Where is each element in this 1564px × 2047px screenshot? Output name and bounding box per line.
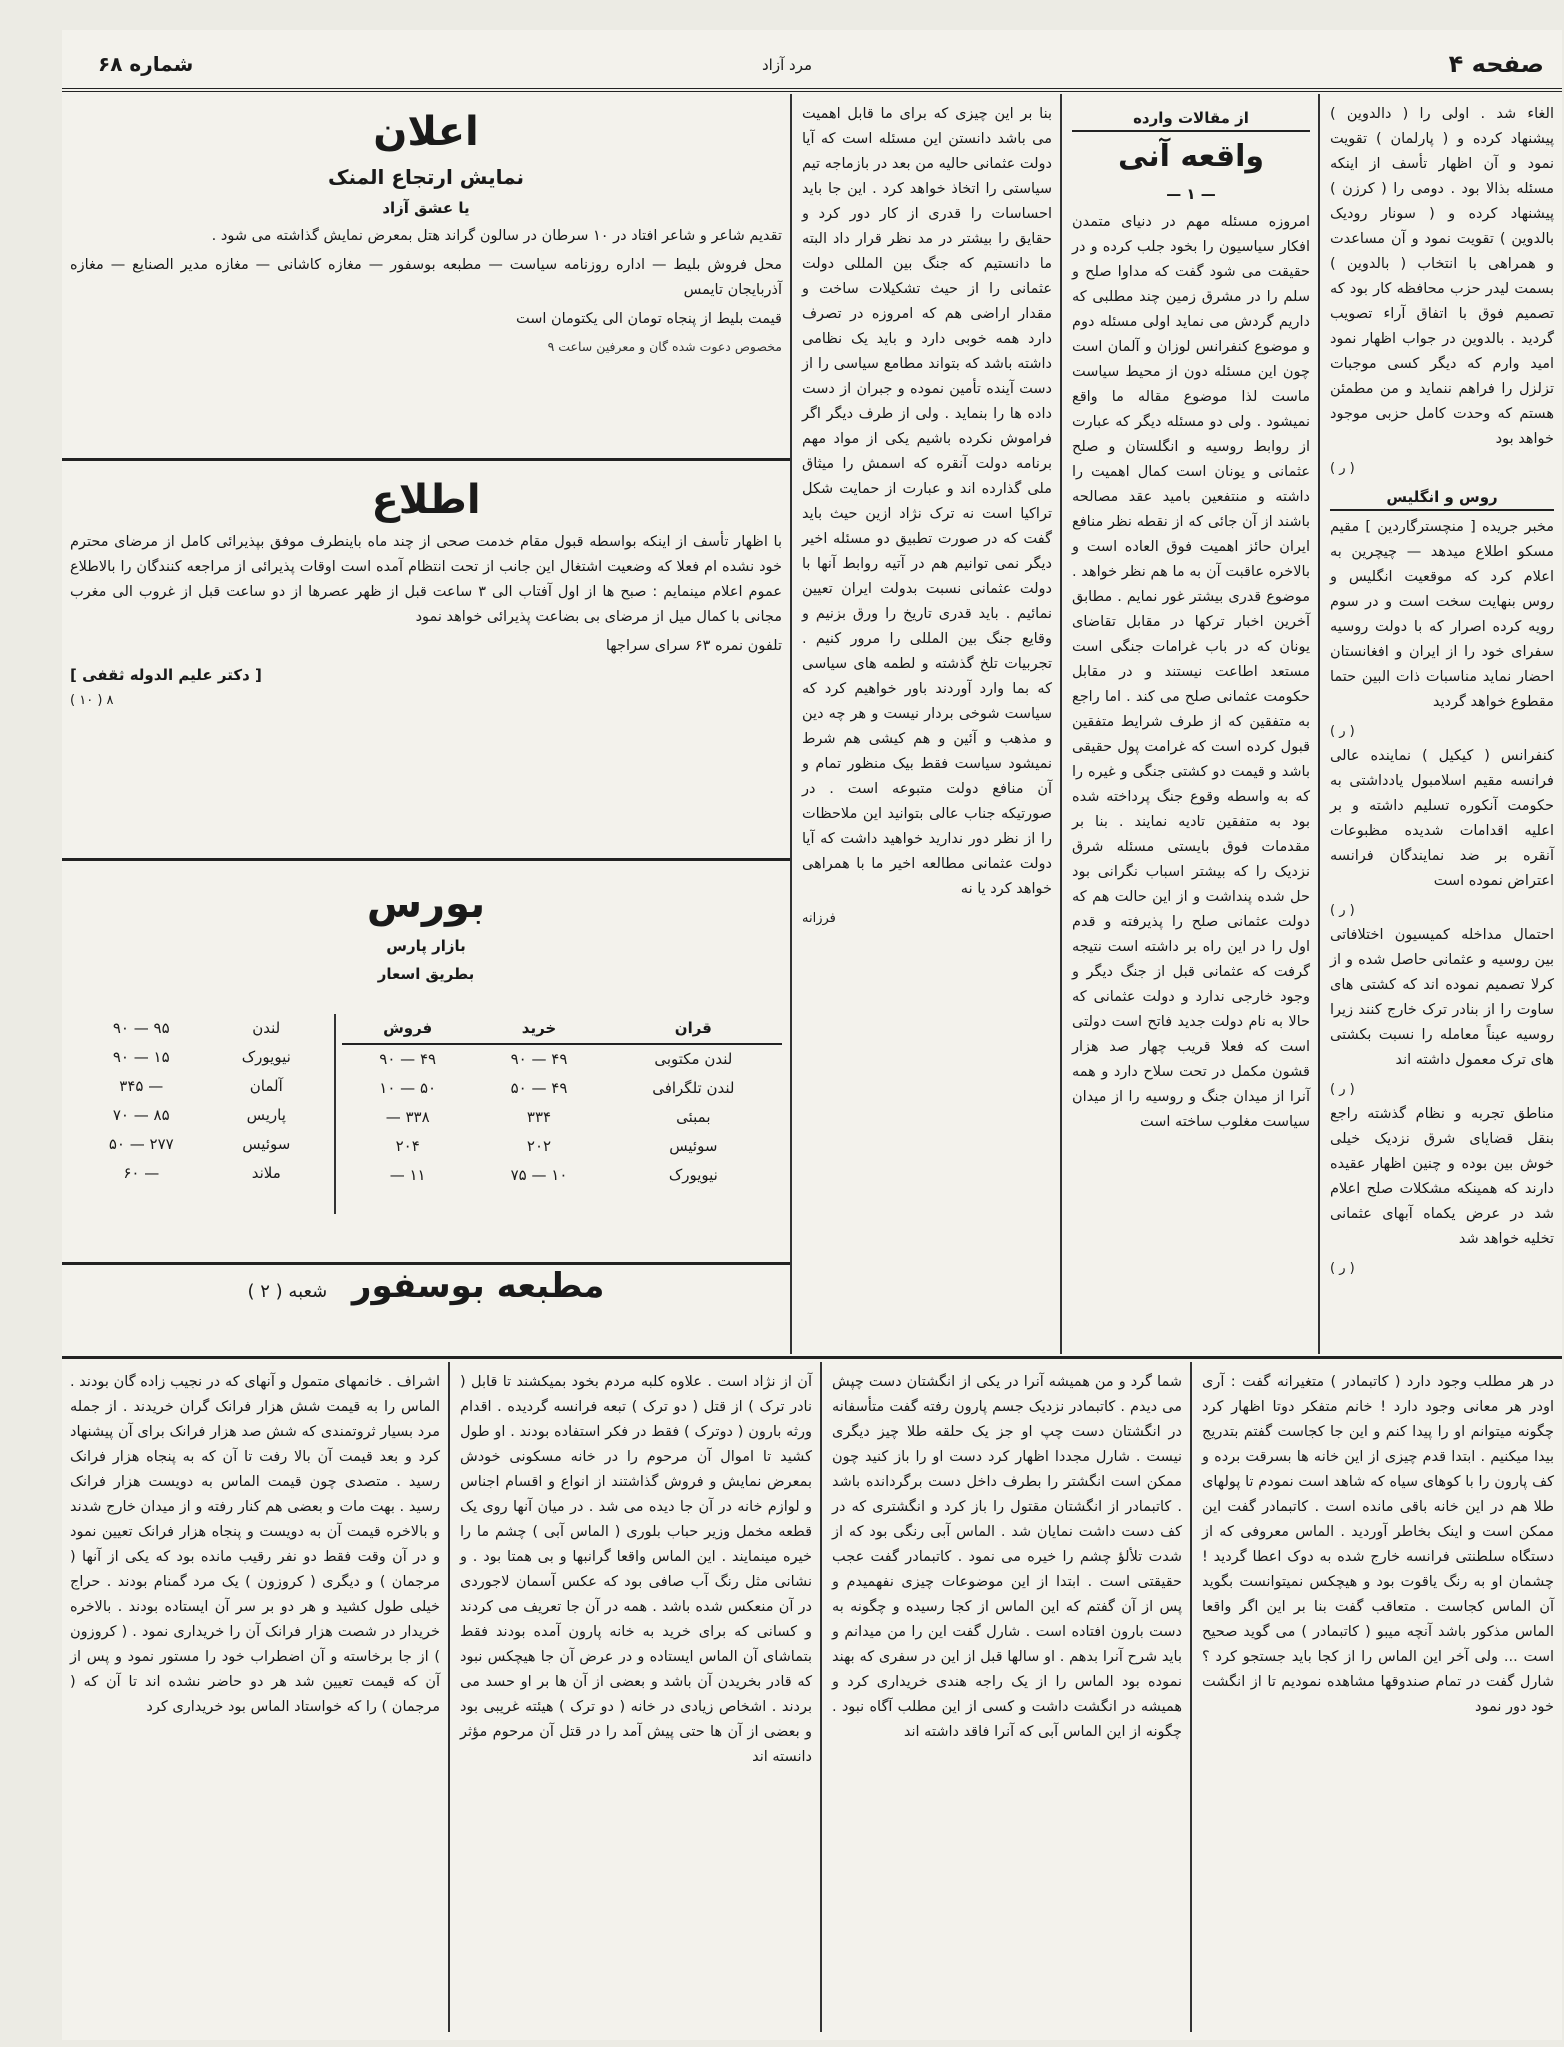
notice-doctor — [62, 464, 790, 854]
bourse-subheading: بازار پارس — [386, 937, 466, 955]
article-signature: فرزانه — [802, 911, 836, 926]
issue-number: شماره ۶۸ — [98, 52, 194, 76]
bourse-buy: ۴۹ — ۹۰ — [510, 1050, 568, 1068]
bourse-table — [342, 1014, 782, 1190]
bourse-heading: بورس — [366, 881, 486, 927]
article-signature: ( ر ) — [1330, 724, 1355, 739]
bourse-city: آلمان — [249, 1077, 283, 1095]
article-signature: ( ر ) — [1330, 461, 1355, 476]
press-branch: شعبه ( ۲ ) — [247, 1281, 328, 1302]
column-rule — [1190, 1362, 1192, 2032]
table-row — [342, 1044, 782, 1074]
notice-heading: اطلاع — [371, 477, 481, 523]
bourse-value: — ۳۴۵ — [119, 1077, 164, 1095]
column-rule — [820, 1362, 822, 2032]
article-text: کنفرانس ( کیکیل ) نماینده عالی فرانسه مقیم اسلامبول یادداشتی به حکومت آنکوره تسلیم داشته و بر اعلیه اقدامات شدیده مظبوعات آنقره بر ضد نمایندگان فرانسه اعتراض نموده است — [1330, 748, 1554, 889]
serial-column-1 — [1194, 1364, 1562, 2032]
serial-column-3 — [452, 1364, 820, 2032]
column-rule — [1060, 94, 1062, 1354]
bourse-value: ۸۵ — ۷۰ — [112, 1106, 170, 1124]
serial-column-2 — [824, 1364, 1190, 2032]
col-header: فروش — [342, 1014, 473, 1044]
bourse-city: لندن — [252, 1019, 281, 1037]
article-text: الغاء شد . اولی را ( دالدوین ) پیشنهاد کرده و ( پارلمان ) تقویت نمود و آن اظهار تأسف از اینکه مسئله بذالا بود . دومی را ( کرزن ) پیشنهاد کرده و ( سونار رودیک بالدوین ) تقویت نمود و آن مساعدت و همراهی با انتخاب ( بالدوین ) بسمت لیدر حزب محافظه کار بود که تصمیم فوق با اتفاق آراء تصویب گردید . بالدوین در جواب اظهار نمود امید وارم که دیگر کسی موجبات تزلزل را فراهم ننماید و من مطمئن هستم که وحدت کامل حزبی موجود خواهد بود — [1330, 106, 1554, 447]
bourse-value: — ۶۰ — [123, 1164, 160, 1182]
bourse-value: ۱۵ — ۹۰ — [112, 1048, 170, 1066]
table-rule — [334, 1014, 336, 1214]
section-rule — [62, 858, 790, 861]
col-header: قران — [605, 1014, 782, 1044]
col-header: خرید — [473, 1014, 604, 1044]
article-text: مناطق تجربه و نظام گذشته راجع بنقل قضایای شرق نزدیک خیلی خوش بین بوده و چنین اظهار عقیده دارند که همینکه مشکلات صلح اعلام شد در عرض یکماه آبهای عثمانی تخلیه خواهد شد — [1330, 1106, 1554, 1247]
table-row — [342, 1074, 782, 1103]
article-heading: واقعه آنی — [1117, 139, 1265, 174]
ad-subheading: نمایش ارتجاع المنک — [327, 165, 524, 189]
bourse-buy: ۱۰ — ۷۵ — [510, 1166, 568, 1184]
bourse-sell: ۳۳۸ — — [385, 1108, 430, 1126]
serial-column-4 — [62, 1364, 448, 2032]
table-row — [72, 1130, 322, 1159]
advertisement-show — [62, 96, 790, 456]
section-rule — [62, 458, 790, 461]
article-text: احتمال مداخله کمیسیون اختلافاتی بین روسیه و عثمانی حاصل شده و از کرلا تصمیم نموده اند که کشتی های ساوت را از بنادر ترک خارج کنند زیرا روسیه عیناً معامله را نسبت بکشتی های ترک معمول داشته اند — [1330, 927, 1554, 1068]
bourse-table-left — [72, 1014, 322, 1188]
bourse-city: نیویورک — [668, 1166, 718, 1184]
press-footer — [62, 1268, 790, 1352]
ad-price: قیمت بلیط از پنجاه تومان الی یکتومان است — [515, 311, 782, 327]
column-rule — [1318, 94, 1320, 1354]
masthead — [62, 30, 1562, 92]
ad-subheading: یا عشق آزاد — [382, 199, 470, 217]
paper-name: مرد آزاد — [762, 56, 813, 74]
table-row — [342, 1132, 782, 1161]
table-row — [72, 1014, 322, 1043]
serial-text: شما گرد و من همیشه آنرا در یکی از انگشتان دست چپش می دیدم . کاتبمادر نزدیک جسم پارون رفته گفت متأسفانه در انگشتان دست چپ او جز یک حلقه طلا چیز دیگری نیست . شارل مجددا اظهار کرد دست او را باز کنید چون ممکن است انگشتر را بطرف داخل دست برگردانده باشد . کاتبمادر از انگشتان مقتول را باز کرد و انگشتری که در کف دست داشت نمایان شد . الماس آبی رنگی بود که از شدت تلألؤ چشم را خیره می نمود . کاتبمادر گفت عجب حقیقتی است . ابتدا از این موضوعات چیزی نفهمیدم و پس از آن گفتم که این الماس از کجا رسیده و چگونه به دست بارون افتاده است . شارل گفت این را من میدانم و باید شرح آنرا بدهم . او سالها قبل از این در سفری که بهند نموده بود الماس را از یک راجه هندی خریداری کرد و همیشه در انگشت داشت و کسی از این مطلب آگاه نبود . چگونه از این الماس آبی که آنرا فاقد داشته اند — [832, 1374, 1182, 1740]
table-row — [342, 1161, 782, 1190]
notice-text: با اظهار تأسف از اینکه بواسطه قبول مقام خدمت صحی از چند ماه باینطرف موفق بپذیرائی کامل از مرضای محترم خود نشده ام فعلا که وضعیت اشتغال این جانب از تحت انتظام آمده است اوقات پذیرائی از مراجعه کنندگان را بالاطلاع عموم اعلام مینمایم : صبح ها از اول آفتاب الی ۳ ساعت قبل از ظهر عصرها از دو ساعت قبل از غروب الی مغرب مجانی با کمال میل از مرضای بی بضاعت پذیرائی خواهد نمود — [70, 534, 782, 625]
notice-address: تلفون نمره ۶۳ سرای سراجها — [605, 638, 782, 654]
bourse-city: ملاند — [251, 1164, 281, 1182]
article-text: امروزه مسئله مهم در دنیای متمدن افکار سیاسیون را بخود جلب کرده و در حقیقت می شود گفت که مداوا صلح و سلم را در مشرق زمین چند مطلبی که داریم گردش می نماید اولی مسئله دوم و موضوع کنفرانس لوزان و آلمان است چون این مسئله دون از محیط سیاست ماست لذا موضوع مقاله ما واقع نمیشود . ولی دو مسئله دیگر که عبارت از روابط روسیه و انگلستان و صلح عثمانی و یونان است کمال اهمیت را داشته و منتفعین بامید عقد مصالحه باشند از آن جائی که از نقطه نظر منافع ایران حائز اهمیت فوق العاده است و بالاخره عاقبت آن به ما هم نظر خواهد . موضوع قدری بیشتر غور نمایم . مطابق آخرین اخبار ترکها در مقابل تقاضای یونان که در باب غرامات جنگی است مستعد اطاعت نیستند و در مقابل حکومت عثمانی صلح می کند . اما راجع به متفقین که از طرف شرایط متفقین قبول کرده است که غرامت پول حقیقی باشد و قیمت دو کشتی جنگی و غیره را که به واسطه وقوع جنگ پرداخته شده بود به متفقین تادیه نمایند . بنا بر مقدمات فوق بایستی مسئله شرق نزدیک را که بیشتر اسباب نگرانی بود حل شده پنداشت و از این حالت هم که دولت عثمانی صلح را پذیرفته و قدم اول را در این راه بر داشته است نتیجه گرفت که عثمانی قبل از جنگ دیگر و وجود خارجی ندارد و دولت عثمانی که حالا به نام دولت جدید فاتح است دولتی است که فعلا قریب چهار صد هزار قشون مکمل در تحت سلاح دارد و همه آنرا از میدان جنگ و روسیه را از میدان سیاست مغلوب ساخته است — [1072, 214, 1310, 1130]
column-rule — [790, 94, 792, 1354]
page-divider — [62, 1356, 1562, 1359]
column-article-2 — [1064, 96, 1318, 1352]
column-rule — [448, 1362, 450, 2032]
article-text: مخبر جریده [ منچسترگاردین ] مقیم مسکو اطلاع میدهد — چیچرین به اعلام کرد که موقعیت انگلیس و روس بنهایت سخت است و در سوم رویه کرده اصرار که با دولت روسیه سفرای خود را از ایران و افغانستان احضار نماید مناسبات ذات البین حتما مقطوع خواهد گردید — [1330, 519, 1554, 710]
notice-number: ۸ ( ۱۰ ) — [70, 693, 114, 708]
bourse-city: سوئیس — [669, 1137, 718, 1155]
ad-heading: اعلان — [373, 109, 479, 155]
bourse-value: ۹۵ — ۹۰ — [112, 1019, 170, 1037]
bourse-city: پاریس — [246, 1106, 286, 1124]
section-label: از مقالات وارده — [1072, 106, 1310, 132]
notice-signature: [ دکتر علیم الدوله ثقفی ] — [70, 666, 262, 684]
article-heading: روس و انگلیس — [1330, 485, 1554, 511]
table-row — [342, 1103, 782, 1132]
article-text: بنا بر این چیزی که برای ما قابل اهمیت می باشد دانستن این مسئله است که آیا دولت عثمانی حالیه من بعد در بازماجه تیم سیاستی را اتخاذ خواهد کرد . این جا باید احساسات را قدری از کار دور کرد و حقایق را بیشتر در مد نظر قرار داد البته ما دانستیم که جنگ بین المللی دولت عثمانی را از حیث تشکیلات ساخت و مقدار اراضی هم که امروزه در تصرف دارد همه خوبی دارد و باید یک نظامی داشته باشد که بتواند مطامع سیاسی را از دست آینده تأمین نموده و جبران از دست داده ها را بنماید . ولی از طرف دیگر اگر فراموش نکرده باشیم یکی از مواد مهم برنامه دولت آنقره که اسمش را میثاق ملی گذارده اند و عبارت از حمایت شکل تراکیا است نه ترک نژاد ازین حیث باید گفت که در صورت تطبیق دو مسئله اخیر دیگر نمی توانیم هم در آتیه روابط آنها با دولت عثمانی نسبت بدولت ایران تعیین نمائیم . باید قدری تاریخ را ورق بزنیم و وقایع جنگ بین المللی را مرور کنیم . تجربیات تلخ گذشته و لطمه های سیاسی که بما وارد آوردند باور خواهیم کرد که سیاست شوخی بردار نیست و هر چه دین و مذهب و آئین و هم کیشی هم شرط نمیشود سیاست فقط بیک منظور تمام و آن منافع دولت متبوعه است . در صورتیکه جناب عالی بتوانید این ملاحظات را از نظر دور ندارید خواهید داشت که آیا دولت عثمانی مطالعه اخیر ما با همراهی خواهد کرد یا نه — [802, 106, 1052, 897]
article-signature: ( ر ) — [1330, 903, 1355, 918]
ad-sale-places: محل فروش بلیط — اداره روزنامه سیاست — مطبعه بوسفور — مغازه کاشانی — مغازه مدیر الصنایع — مغازه آذربایجان تایمس — [70, 257, 782, 298]
bourse-section — [62, 864, 790, 1260]
bourse-buy: ۳۳۴ — [526, 1108, 552, 1126]
bourse-city: بمبئی — [676, 1108, 711, 1126]
press-title: مطبعه بوسفور — [351, 1268, 605, 1306]
article-signature: ( ر ) — [1330, 1261, 1355, 1276]
ad-fine-print: مخصوص دعوت شده گان و معرفین ساعت ۹ — [547, 339, 782, 354]
bourse-sell: ۴۹ — ۹۰ — [379, 1050, 437, 1068]
table-row — [72, 1159, 322, 1188]
column-news-1 — [1322, 96, 1562, 1352]
section-rule — [62, 1262, 790, 1265]
bourse-sell: ۱۱ — — [389, 1166, 426, 1184]
serial-text: آن از نژاد است . علاوه کلبه مردم بخود بمیکشند تا قابل ( نادر ترک ) از قتل ( دو ترک ) تبعه فرانسه گردیده . اقدام ورثه بارون ( دوترک ) فقط در فکر استفاده بودند . او طول کشید تا اموال آن مرحوم را در خانه مسکونی خودش بمعرض نمایش و فروش گذاشتند از انواع و اقسام اجناس و لوازم خانه در آن جا دیده می شد . در میان آنها روی یک قطعه مخمل وزیر حباب بلوری ( الماس آبی ) چشم ما را خیره مینمایند . این الماس واقعا گرانبها و بی همتا بود . و نشانی مثل رنگ آب صافی بود که عکس آسمان لاجوردی در آن منعکس شده باشد . همه در آن جا تعریف می کردند و کسانی که برای خرید به خانه پارون آمده بودند فقط بتماشای آن الماس ایستاده و در عرض آن جا هیچکس نبود که قادر بخریدن آن باشد و بعضی از آن ها بر او حسد می بردند . اشخاص زیادی در خانه ( دو ترک ) هیئته غریبی بود و بعضی از آن ها حتی پیش آمد را در قتل آن مرحوم مؤثر دانسته اند — [460, 1374, 812, 1765]
bourse-city: نیویورک — [241, 1048, 291, 1066]
serial-text: اشراف . خانمهای متمول و آنهای که در نجیب زاده گان بودند . الماس را به قیمت شش هزار فرانک گران خریدند . از جمله مرد بسیار ثروتمندی که شش صد هزار فرانک برای آن پیشنهاد کرد و بعد قیمت آن بالا رفت تا آن که به پنجاه هزار فرانک رسید . متصدی چون قیمت الماس به دویست هزار فرانک رسید . بهت مات و بعضی هم کنار رفته و از میدان خارج شدند و بالاخره قیمت آن به دویست و پنجاه هزار فرانک تعیین نمود و در آن وقت فقط دو نفر رقیب مانده بود که یکی از آنها ( مرجمان ) و دیگری ( کروزون ) یک مرد گمنام بودند . حراج خیلی طول کشید و هر دو بر سر آن ایستاده بودند . بالاخره خریدار در شصت هزار فرانک آن را خریداری نمود . ( کروزون ) از جا برخاسته و آن اضطراب خود را مستور نمود و پس از آن که قیمت تعیین شد هر دو حاضر نشده اند تا آن که ( مرجمان ) را که خواستاد الماس بود خریداری کرد — [70, 1374, 440, 1715]
article-signature: ( ر ) — [1330, 1082, 1355, 1097]
bourse-city: سوئیس — [242, 1135, 291, 1153]
bourse-city: لندن مکتوبی — [654, 1050, 733, 1068]
newspaper-page — [62, 30, 1562, 2040]
ad-text: تقدیم شاعر و شاعر افتاد در ۱۰ سرطان در سالون گراند هتل بمعرض نمایش گذاشته می شود . — [211, 228, 782, 244]
table-row — [72, 1072, 322, 1101]
page-number: صفحه ۴ — [1448, 50, 1544, 78]
serial-text: در هر مطلب وجود دارد ( کاتبمادر ) متغیرانه گفت : آری اودر هر معانی وجود دارد ! خانم متفکر دوتا اظهار کرد چگونه میتوانم او را پیدا کنم و این جا کجاست گفتم بتدریج بیدا میکنیم . ابتدا قدم چیزی از این خانه ها بسرقت برده و کف پارون را با کوهای سیاه که شاهد است نمودم تا پولهای طلا هم در این خانه باقی مانده است . کاتبمادر گفت این ممکن است و اینک بخاطر آوردید . الماس معروفی که از دستگاه سلطنتی فرانسه خارج شده به دوک اعطا گردید ! چشمان او به رنگ یاقوت بود و هیچکس نمیتوانست بگوید آن الماس کجاست . متعاقب گفت بنا بر این اگر واقعا الماس مذکور باشد آنچه میبو ( کاتبمادر ) می گوید صحیح است ... ولی آخر این الماس را از کجا باید جستجو کرد ؟ شارل گفت در تمام صندوقها مشاهده نمودیم تا از انگشت خود دور نمود — [1202, 1374, 1554, 1715]
table-row — [72, 1043, 322, 1072]
article-number: — ۱ — — [1166, 185, 1216, 203]
bourse-buy: ۴۹ — ۵۰ — [510, 1079, 568, 1097]
bourse-city: لندن تلگرافی — [652, 1079, 735, 1097]
bourse-subheading: بطریق اسعار — [377, 965, 475, 983]
bourse-sell: ۵۰ — ۱۰ — [379, 1079, 437, 1097]
bourse-sell: ۲۰۴ — [395, 1137, 420, 1155]
bourse-value: ۲۷۷ — ۵۰ — [108, 1135, 174, 1153]
bourse-buy: ۲۰۲ — [526, 1137, 552, 1155]
table-row — [72, 1101, 322, 1130]
column-article-3 — [794, 96, 1060, 1352]
